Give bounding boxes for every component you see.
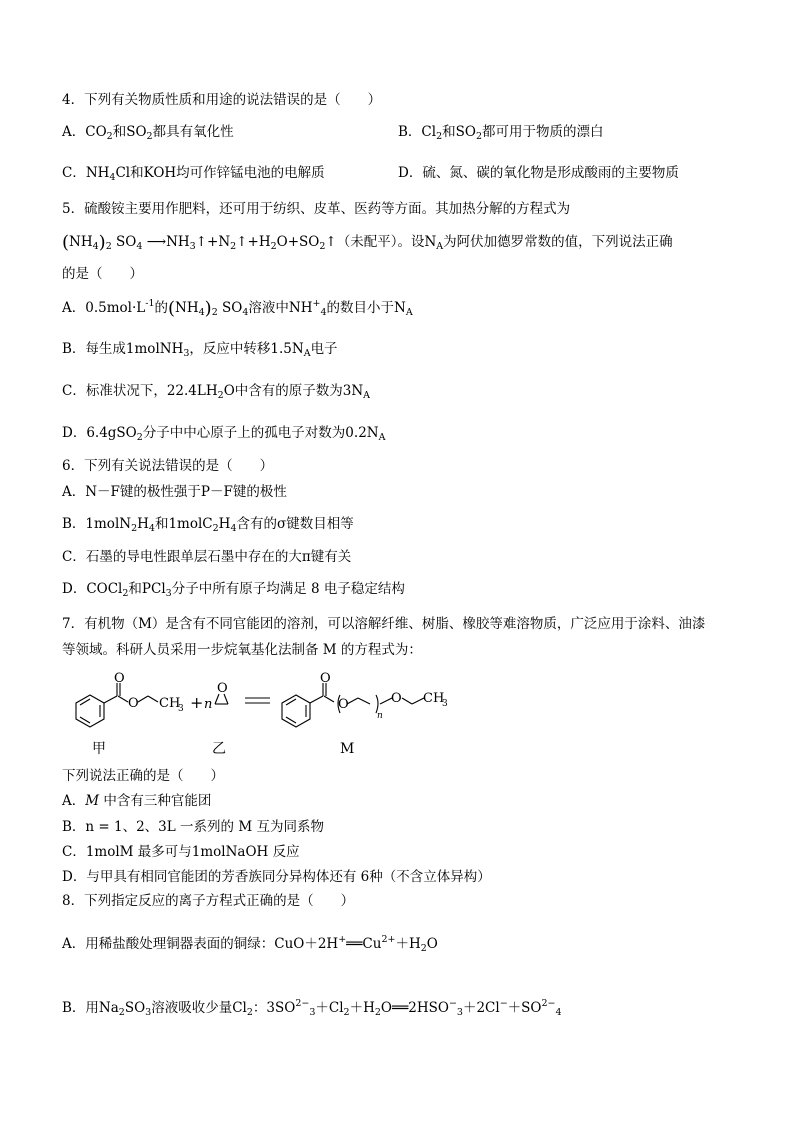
q6-option-d: D．COCl$_2$和PCl$_3$分子中所有原子均满足 8 电子稳定结构 — [62, 581, 405, 599]
svg-text:3: 3 — [442, 699, 448, 709]
q8-option-b: B．用$Na_2SO_3$溶液吸收少量$Cl_2$：$3SO^{2-}_3+Cl_2+H_2O══2HSO^-_3+2Cl^-+SO^{2-}_4$ — [62, 998, 562, 1018]
svg-text:O: O — [114, 671, 125, 686]
svg-text:CH: CH — [159, 696, 181, 711]
q6-stem: 6．下列有关说法错误的是（ ） — [62, 458, 274, 474]
svg-text:CH: CH — [423, 691, 445, 706]
svg-text:甲: 甲 — [92, 741, 106, 757]
q5-stem: 5．硫酸铵主要用作肥料，还可用于纺织、皮革、医药等方面。其加热分解的方程式为 — [62, 201, 571, 217]
svg-text:+: + — [190, 693, 204, 712]
benzene-ring-icon — [282, 695, 310, 727]
q5-option-b: B．每生成1molNH$_3$，反应中转移$1.5N_A$电子 — [62, 341, 338, 359]
q4-option-b: B．$Cl_2$和$SO_2$都可用于物质的漂白 — [398, 124, 604, 142]
svg-text:O: O — [391, 691, 402, 706]
q5-option-a: A．$0.5mol\cdot L^{-1}$的$(NH_4)_2$ $SO_4$溶液中$NH^+_4$的数目小于$N_A$ — [62, 298, 413, 319]
q7-ask: 下列说法正确的是（ ） — [62, 768, 224, 784]
svg-text:n: n — [204, 697, 213, 712]
q4-stem: 4．下列有关物质性质和用途的说法错误的是（ ） — [62, 92, 382, 108]
q4-option-d: D．硫、氮、碳的氧化物是形成酸雨的主要物质 — [398, 165, 679, 181]
svg-text:乙: 乙 — [212, 741, 226, 757]
svg-text:O: O — [338, 697, 349, 712]
q4-option-a: A．$CO_2$和$SO_2$都具有氧化性 — [62, 124, 234, 142]
q8-stem: 8．下列指定反应的离子方程式正确的是（ ） — [62, 893, 355, 909]
q6-option-a: A．N－F键的极性强于P－F键的极性 — [62, 484, 287, 500]
benzene-ring-icon — [76, 695, 104, 727]
q5-option-c: C．标准状况下，$22.4LH_2O$中含有的原子数为$3N_A$ — [62, 383, 371, 401]
q7-stem-line2: 等领域。科研人员采用一步烷氧基化法制备 M 的方程式为： — [62, 642, 422, 658]
q4-option-c: C．$NH_4Cl$和KOH均可作锌锰电池的电解质 — [62, 165, 325, 183]
q7-option-c: C．1molM 最多可与1molNaOH 反应 — [62, 844, 300, 860]
q6-option-c: C．石墨的导电性跟单层石墨中存在的大π键有关 — [62, 549, 352, 565]
svg-text:O: O — [217, 681, 228, 696]
q5-equation: $(NH_4)_2$ $SO_4$ $⟶NH_3↑+N_2↑+H_2O+SO_2↑$（未配平）。设$N_A$为阿伏加德罗常数的值，下列说法正确 — [62, 232, 673, 253]
svg-text:n: n — [377, 711, 383, 721]
q5-stem-end: 的是（ ） — [62, 266, 143, 282]
svg-text:O: O — [320, 671, 331, 686]
q7-stem-line1: 7．有机物（M）是含有不同官能团的溶剂，可以溶解纤维、树脂、橡胶等难溶物质，广泛应用于涂料、油漆 — [62, 616, 706, 632]
svg-text:M: M — [340, 741, 355, 757]
q5-option-d: D．6.4gSO$_2$分子中中心原子上的孤电子对数为$0.2N_A$ — [62, 425, 386, 443]
q6-option-b: B．$1molN_2H_4$和$1molC_2H_4$含有的σ键数目相等 — [62, 516, 354, 534]
q8-option-a: A．用稀盐酸处理铜器表面的铜绿：$CuO+2H^+══Cu^{2+}+H_2O$ — [62, 934, 438, 954]
q7-option-b: B．n = 1、2、3L 一系列的 M 互为同系物 — [62, 819, 324, 835]
q7-option-a: A．M 中含有三种官能团 — [62, 793, 212, 809]
svg-text:O: O — [128, 696, 139, 711]
reaction-scheme — [62, 671, 462, 761]
svg-text:3: 3 — [178, 704, 184, 714]
q7-option-d: D．与甲具有相同官能团的芳香族同分异构体还有 6种（不含立体异构） — [62, 869, 491, 885]
